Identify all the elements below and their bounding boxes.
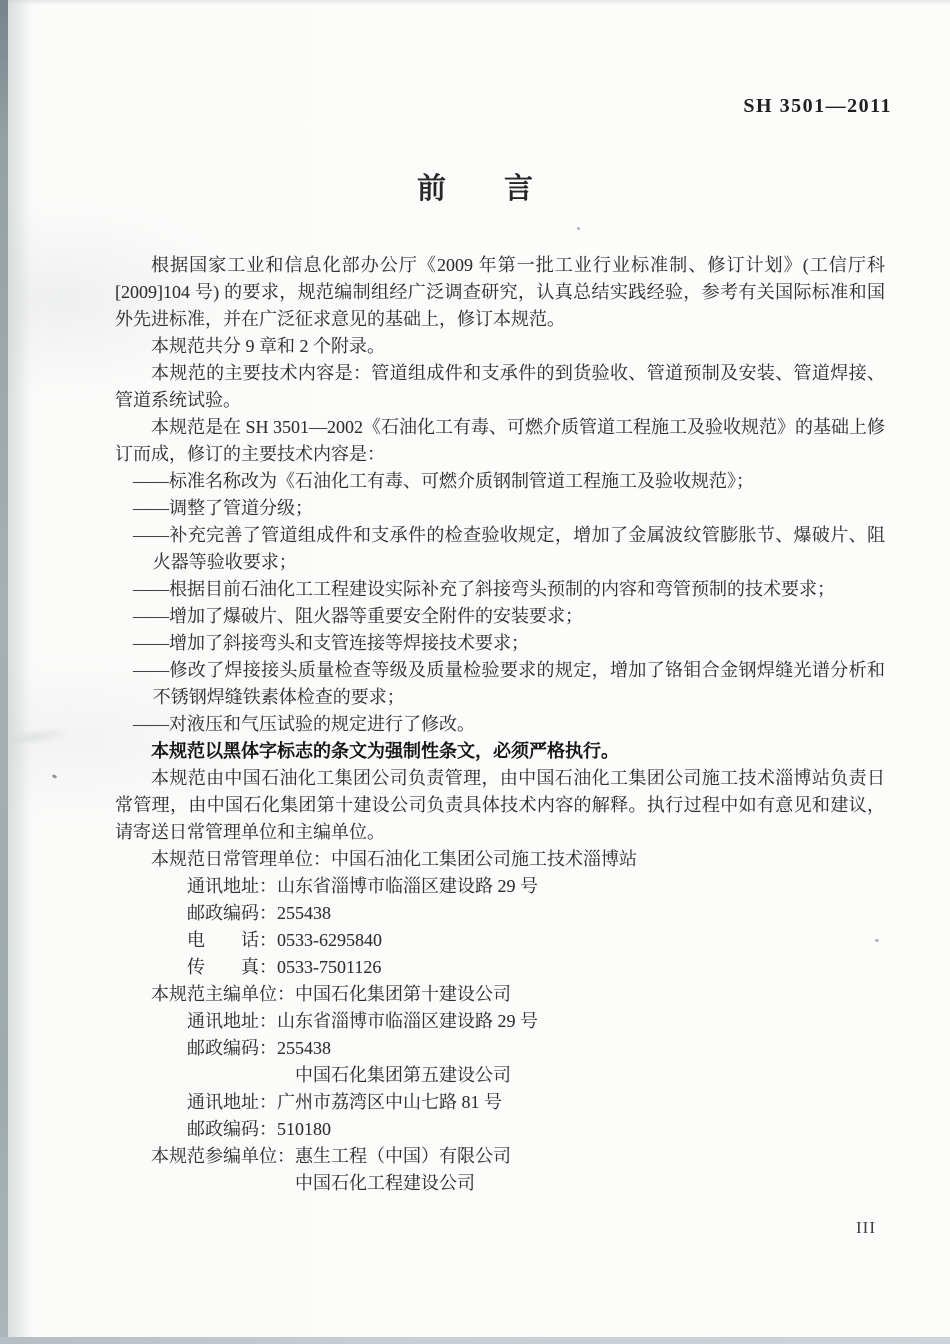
revision-item: ——补充完善了管道组成件和支承件的检查验收规定，增加了金属波纹管膨胀节、爆破片、阻火器等验收要求； [133, 525, 885, 572]
contact-line: 通讯地址：广州市荔湾区中山七路 81 号 [187, 1092, 502, 1112]
revision-item: ——对液压和气压试验的规定进行了修改。 [133, 714, 475, 734]
contact-line: 中国石化集团第五建设公司 [295, 1065, 511, 1085]
contact-line: 通讯地址：山东省淄博市临淄区建设路 29 号 [187, 1011, 538, 1031]
contact-line: 电 话：0533-6295840 [187, 930, 382, 950]
mandatory-clause-note: 本规范以黑体字标志的条文为强制性条文，必须严格执行。 [151, 741, 619, 761]
contact-line: 中国石化工程建设公司 [295, 1173, 475, 1193]
contact-line: 本规范参编单位：惠生工程（中国）有限公司 [151, 1146, 511, 1166]
intro-paragraph: 根据国家工业和信息化部办公厅《2009 年第一批工业行业标准制、修订计划》(工信厅科[2009]104 号) 的要求，规范编制组经广泛调查研究，认真总结实践经验，参考有关国际标准和国外先进标准，并在广泛征求意见的基础上，修订本规范。 [115, 255, 885, 329]
revision-item: ——增加了斜接弯头和支管连接等焊接技术要求； [133, 633, 529, 653]
revision-item: ——增加了爆破片、阻火器等重要安全附件的安装要求； [133, 606, 583, 626]
contact-line: 本规范主编单位：中国石化集团第十建设公司 [151, 984, 511, 1004]
contact-line: 邮政编码：510180 [187, 1119, 331, 1139]
contact-line: 传 真：0533-7501126 [187, 957, 382, 977]
contact-line: 邮政编码：255438 [187, 1038, 331, 1058]
contact-line: 通讯地址：山东省淄博市临淄区建设路 29 号 [187, 876, 538, 896]
page-number: III [856, 1218, 876, 1237]
scan-speck [52, 774, 58, 779]
intro-paragraph: 本规范是在 SH 3501—2002《石油化工有毒、可燃介质管道工程施工及验收规范》的基础上修订而成，修订的主要技术内容是： [115, 417, 886, 464]
intro-paragraph: 本规范的主要技术内容是：管道组成件和支承件的到货验收、管道预制及安装、管道焊接、管道系统试验。 [115, 363, 885, 410]
contact-line: 本规范日常管理单位：中国石油化工集团公司施工技术淄博站 [151, 849, 637, 869]
contact-line: 邮政编码：255438 [187, 903, 331, 923]
revision-item: ——修改了焊接接头质量检查等级及质量检验要求的规定，增加了铬钼合金钢焊缝光谱分析和不锈钢焊缝铁素体检查的要求； [133, 660, 885, 707]
scan-edge-top [0, 0, 950, 5]
revision-item: ——调整了管道分级； [133, 498, 313, 518]
scan-edge-bottom [0, 1337, 950, 1344]
revision-item: ——标准名称改为《石油化工有毒、可燃介质钢制管道工程施工及验收规范》； [133, 471, 754, 491]
management-paragraph: 本规范由中国石油化工集团公司负责管理，由中国石油化工集团公司施工技术淄博站负责日常管理，由中国石化集团第十建设公司负责具体技术内容的解释。执行过程中如有意见和建议，请寄送日常管理单位和主编单位。 [115, 768, 885, 842]
foreword-body [115, 252, 885, 1197]
page-title: 前 言 [416, 173, 533, 205]
intro-paragraph: 本规范共分 9 章和 2 个附录。 [151, 336, 385, 356]
standard-code: SH 3501—2011 [743, 95, 892, 117]
scan-speck [577, 227, 580, 230]
revision-item: ——根据目前石油化工工程建设实际补充了斜接弯头预制的内容和弯管预制的技术要求； [133, 579, 835, 599]
